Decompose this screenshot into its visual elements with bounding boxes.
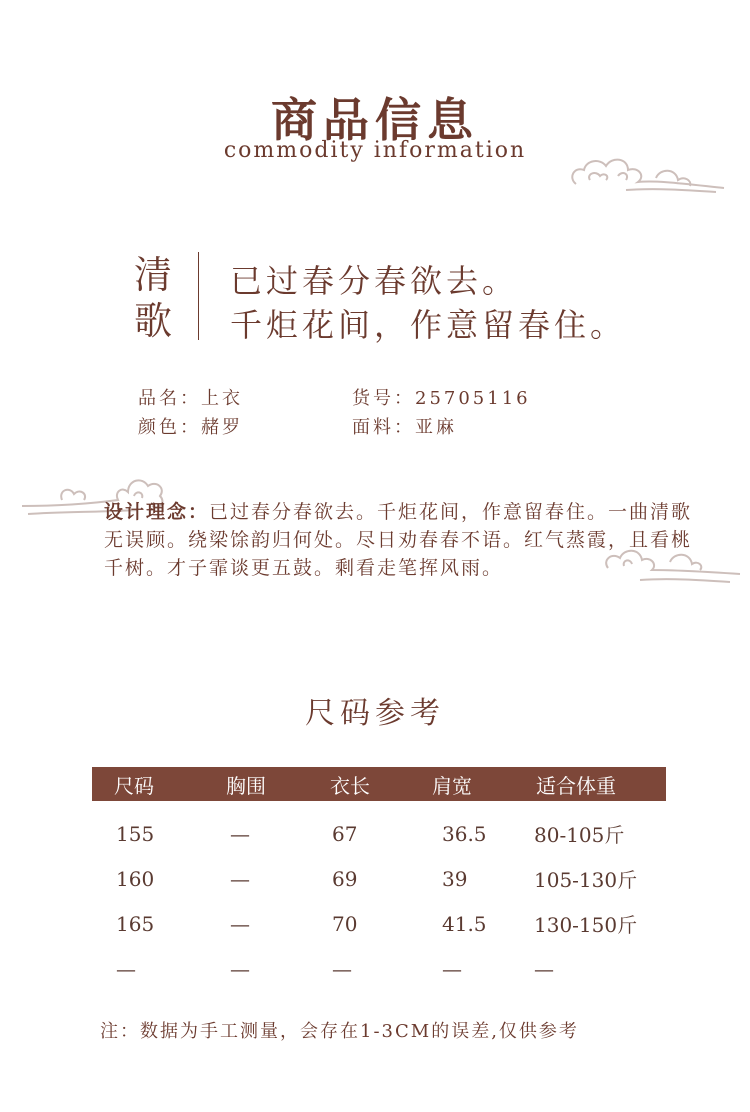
size-table-header xyxy=(92,767,666,801)
measurement-note: 注：数据为手工测量，会存在1-3CM的误差,仅供参考 xyxy=(100,1021,579,1042)
header-length: 衣长 xyxy=(310,767,422,801)
poem-name xyxy=(134,252,178,344)
header-chest: 胸围 xyxy=(208,767,310,801)
design-concept xyxy=(104,498,694,582)
header-size: 尺码 xyxy=(92,767,208,801)
cell-length: 70 xyxy=(332,911,358,936)
cell-shoulder: 36.5 xyxy=(442,821,487,846)
design-heading: 设计理念： xyxy=(104,501,210,523)
cell-size: 165 xyxy=(116,911,155,936)
page-subtitle: commodity information xyxy=(223,138,527,163)
header-weight: 适合体重 xyxy=(516,767,666,801)
cell-weight: 130-150斤 xyxy=(534,913,638,937)
product-code: 货号：25705116 xyxy=(352,388,531,409)
cell-weight: 80-105斤 xyxy=(534,823,625,847)
table-row xyxy=(92,856,666,901)
table-row xyxy=(92,946,666,991)
cell-length: 69 xyxy=(332,866,358,891)
size-table xyxy=(92,767,666,991)
cell-shoulder: 41.5 xyxy=(442,911,487,936)
cell-size: 155 xyxy=(116,821,155,846)
cell-chest: — xyxy=(230,866,250,891)
cell-size: 160 xyxy=(116,866,155,891)
header-shoulder: 肩宽 xyxy=(422,767,516,801)
cell-chest: — xyxy=(230,911,250,936)
cell-weight: 105-130斤 xyxy=(534,868,638,892)
cell-chest: — xyxy=(230,956,250,981)
cell-shoulder: — xyxy=(442,956,462,981)
cell-size: — xyxy=(116,956,136,981)
product-color: 颜色：赭罗 xyxy=(138,417,243,438)
product-name: 品名：上衣 xyxy=(138,388,243,409)
cell-length: — xyxy=(332,956,352,981)
poem-name-char: 清 xyxy=(134,253,173,297)
size-chart-title: 尺码参考 xyxy=(305,696,445,731)
page-title: 商品信息 xyxy=(271,93,479,147)
poem-line-1: 已过春分春欲去。 xyxy=(230,262,519,300)
cell-weight: — xyxy=(534,956,554,981)
product-fabric: 面料：亚麻 xyxy=(352,417,457,438)
design-text: 已过春分春欲去。千炬花间，作意留春住。一曲清歌无误顾。绕梁馀韵归何处。尽日劝春春不语。红气蒸霞，且看桃千树。才子霏谈更五鼓。剩看走笔挥风雨。 xyxy=(104,501,693,579)
poem-divider xyxy=(198,252,199,340)
cell-shoulder: 39 xyxy=(442,866,468,891)
poem-name-char: 歌 xyxy=(134,299,173,343)
table-row xyxy=(92,901,666,946)
cell-length: 67 xyxy=(332,821,358,846)
poem-line-2: 千炬花间，作意留春住。 xyxy=(230,306,627,344)
table-row xyxy=(92,801,666,856)
cell-chest: — xyxy=(230,821,250,846)
